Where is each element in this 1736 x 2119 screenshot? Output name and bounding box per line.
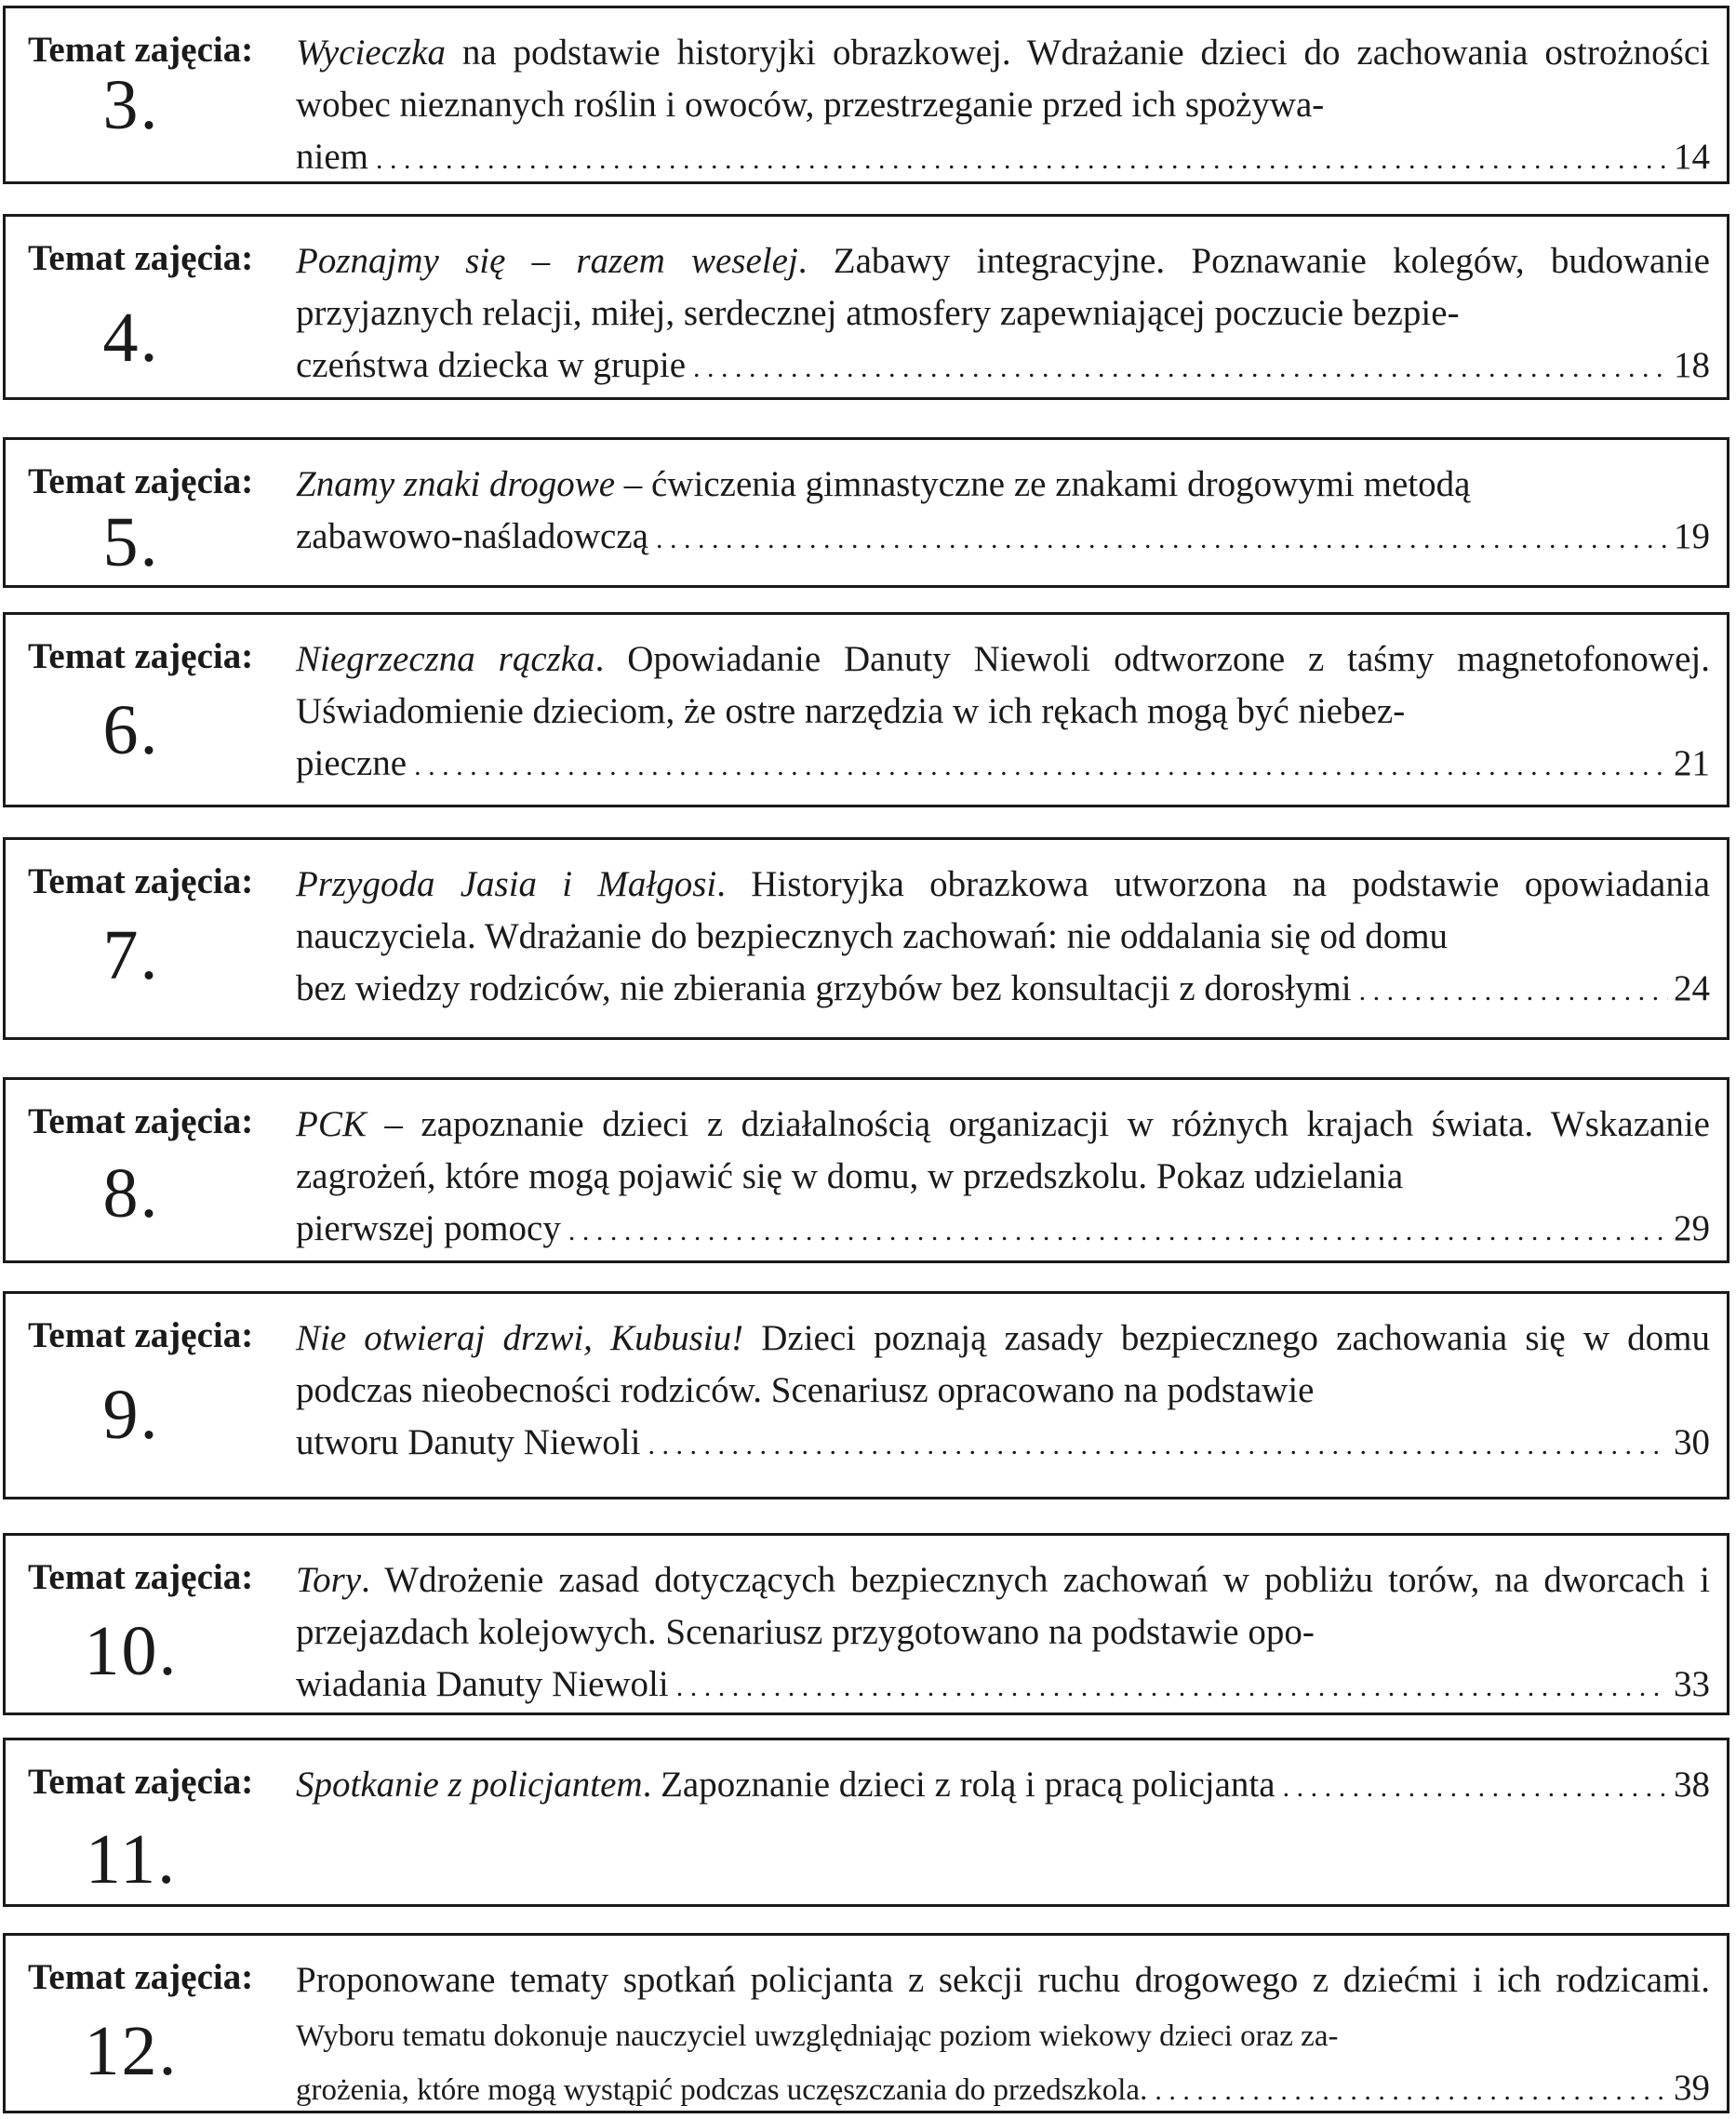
entry-number: 11. <box>85 1820 178 1899</box>
entry-number: 9. <box>102 1376 160 1454</box>
entry-description: Dzieci poznają zasady bezpiecznego zachowania się w domu podczas nieobecności rodziców. Scenariusz opracowano na podstawie <box>296 1318 1710 1410</box>
page-number: 29 <box>1674 1208 1710 1248</box>
entry-text <box>296 1099 1710 1258</box>
dot-leader <box>1155 2065 1668 2117</box>
entry-description: – zapoznanie dzieci z działalnością organizacji w różnych krajach świata. Wskazanie zagrożeń, które mogą pojawić się w domu, w przedszkolu. Pokaz udzielania <box>296 1104 1710 1196</box>
entry-last-line <box>296 1759 1710 1814</box>
entry-last-text: grożenia, które mogą wystąpić podczas uczęszczania do przedszkola. <box>296 2073 1148 2107</box>
entry-label: Temat zajęcia: <box>28 30 254 70</box>
page-number: 19 <box>1674 516 1710 556</box>
dot-leader <box>568 1206 1668 1258</box>
entry-last-line <box>296 963 1710 1018</box>
dot-leader <box>376 134 1668 186</box>
entry-last-line <box>296 2062 1710 2117</box>
entry-last-line <box>296 131 1710 186</box>
entry-title: Poznajmy się – razem weselej <box>296 241 798 281</box>
entry-last-line <box>296 1417 1710 1472</box>
entry-label: Temat zajęcia: <box>28 1315 254 1355</box>
entry-last-line <box>296 340 1710 394</box>
toc-entry-12 <box>3 1933 1729 2113</box>
entry-last-text: bez wiedzy rodziców, nie zbierania grzybów bez konsultacji z dorosłymi <box>296 968 1352 1008</box>
dot-leader <box>1283 1762 1668 1814</box>
toc-entry-4 <box>3 214 1729 400</box>
entry-text <box>296 859 1710 1018</box>
toc-entry-6 <box>3 612 1729 807</box>
entry-number: 5. <box>102 503 160 581</box>
entry-title: PCK <box>296 1104 367 1144</box>
page-number: 21 <box>1674 743 1710 783</box>
page-number: 30 <box>1674 1422 1710 1462</box>
toc-entry-7 <box>3 837 1729 1040</box>
entry-label: Temat zajęcia: <box>28 461 254 501</box>
entry-text <box>296 1554 1710 1713</box>
toc-entry-10 <box>3 1533 1729 1715</box>
entry-text <box>296 459 1710 566</box>
entry-label: Temat zajęcia: <box>28 861 254 901</box>
page-number: 33 <box>1674 1664 1710 1704</box>
entry-description: – ćwiczenia gimnastyczne ze znakami drogowymi metodą <box>615 464 1471 504</box>
entry-text <box>296 633 1710 793</box>
dot-leader <box>676 1661 1668 1713</box>
entry-title: Wycieczka <box>296 33 446 73</box>
entry-text <box>296 1954 1710 2117</box>
entry-number: 7. <box>102 916 160 994</box>
entry-text <box>296 1313 1710 1472</box>
entry-small-text: Wyboru tematu dokonuje nauczyciel uwzględniając poziom wiekowy dzieci oraz za- <box>296 2019 1339 2053</box>
entry-last-text: zabawowo-naśladowczą <box>296 516 648 556</box>
entry-last-text: wiadania Danuty Niewoli <box>296 1664 669 1704</box>
toc-entry-3 <box>3 6 1729 184</box>
entry-last-text: pierwszej pomocy <box>296 1208 561 1248</box>
entry-text <box>296 27 1710 186</box>
toc-entry-11 <box>3 1738 1729 1907</box>
entry-title: Tory <box>296 1560 362 1600</box>
entry-title: Nie otwieraj drzwi, Kubusiu! <box>296 1318 744 1358</box>
entry-number: 3. <box>102 66 160 144</box>
page-number: 14 <box>1674 137 1710 177</box>
entry-text <box>296 1759 1710 1814</box>
dot-leader <box>656 513 1668 566</box>
dot-leader <box>693 342 1668 394</box>
entry-description: . Opowiadanie Danuty Niewoli odtworzone z taśmy magnetofonowej. Uświadomienie dzieciom, że ostre narzędzia w ich rękach mogą być niebez- <box>296 639 1710 731</box>
entry-last-text: pieczne <box>296 743 407 783</box>
entry-number: 12. <box>84 2012 179 2090</box>
entry-title: Niegrzeczna rączka <box>296 639 595 679</box>
entry-label: Temat zajęcia: <box>28 1557 254 1597</box>
entry-last-text: . Zapoznanie dzieci z rolą i pracą policjanta <box>642 1765 1275 1805</box>
dot-leader <box>414 740 1668 793</box>
entry-last-line <box>296 1203 1710 1258</box>
page-number: 18 <box>1674 345 1710 385</box>
entry-text <box>296 235 1710 394</box>
entry-last-line <box>296 1659 1710 1713</box>
entry-last-line <box>296 511 1710 566</box>
entry-last-line <box>296 738 1710 793</box>
page-number: 39 <box>1674 2068 1710 2108</box>
toc-entry-8 <box>3 1077 1729 1263</box>
entry-description: . Historyjka obrazkowa utworzona na podstawie opowiadania nauczyciela. Wdrażanie do bezpiecznych zachowań: nie oddalania się od domu <box>296 864 1711 956</box>
dot-leader <box>648 1419 1668 1472</box>
entry-last-text: utworu Danuty Niewoli <box>296 1422 641 1462</box>
entry-label: Temat zajęcia: <box>28 1762 254 1802</box>
toc-entry-9 <box>3 1291 1729 1499</box>
entry-number: 4. <box>102 299 160 377</box>
entry-number: 6. <box>102 691 160 769</box>
entry-label: Temat zajęcia: <box>28 1101 254 1141</box>
entry-label: Temat zajęcia: <box>28 238 254 278</box>
entry-description: . Zabawy integracyjne. Poznawanie kolegów, budowanie przyjaznych relacji, miłej, serdecznej atmosfery zapewniającej poczucie bezpie- <box>296 241 1710 333</box>
entry-description: . Wdrożenie zasad dotyczących bezpiecznych zachowań w pobliżu torów, na dworcach i przejazdach kolejowych. Scenariusz przygotowano na podstawie opo- <box>296 1560 1710 1652</box>
entry-number: 10. <box>84 1612 179 1690</box>
entry-description: na podstawie historyjki obrazkowej. Wdrażanie dzieci do zachowania ostrożności wobec nieznanych roślin i owoców, przestrzeganie przed ich spożywa- <box>296 33 1710 125</box>
toc-entry-5 <box>3 437 1729 588</box>
dot-leader <box>1359 966 1668 1018</box>
entry-number: 8. <box>102 1154 160 1233</box>
entry-title: Znamy znaki drogowe <box>296 464 616 504</box>
entry-title: Spotkanie z policjantem <box>296 1765 643 1805</box>
entry-title: Przygoda Jasia i Małgosi <box>296 864 717 904</box>
entry-last-text: niem <box>296 137 368 177</box>
entry-label: Temat zajęcia: <box>28 636 254 676</box>
page-number: 38 <box>1674 1765 1710 1805</box>
entry-label: Temat zajęcia: <box>28 1957 254 1997</box>
entry-last-text: czeństwa dziecka w grupie <box>296 345 687 385</box>
page-number: 24 <box>1674 968 1710 1008</box>
entry-description: Proponowane tematy spotkań policjanta z sekcji ruchu drogowego z dziećmi i ich rodzicami. <box>296 1960 1710 2000</box>
